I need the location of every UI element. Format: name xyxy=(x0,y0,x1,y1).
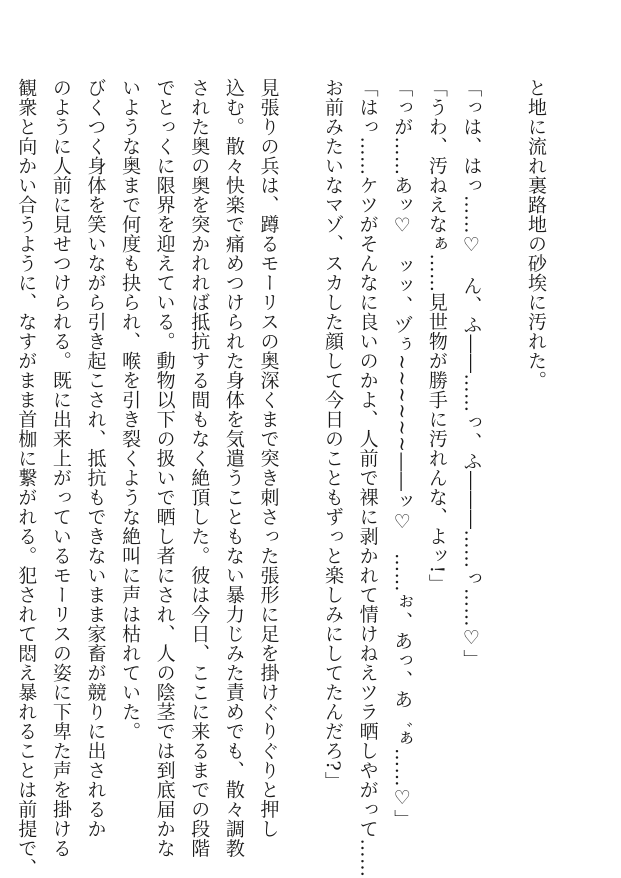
text-line-14: 観衆と向かい合うように、なすがまま首枷に繋がれる。犯されて悶え暴れることは前提で、 xyxy=(15,78,38,878)
text-line-6: お前みたいなマゾ、スカした顔して今日のこともずっと楽しみにしてたんだろ?」 xyxy=(322,78,345,791)
text-line-13: のように人前に見せつけられる。既に出来上がっているモーリスの姿に下卑た声を掛ける xyxy=(49,78,72,858)
text-line-5: 「はっ……ケツがそんなに良いのかよ、人前で裸に剥かれて情けねえツラ晒しやがって…… xyxy=(356,78,379,878)
text-line-1: と地に流れ裏路地の砂埃に汚れた。 xyxy=(525,78,547,390)
text-line-3: 「うわ、汚ねえなぁ……見世物が勝手に汚れんな、よッ!」 xyxy=(425,78,448,594)
text-line-9: された奥の奥を突かれれば抵抗する間もなく絶頂した。彼は今日、ここに来るまでの段階 xyxy=(188,78,211,858)
text-line-7: 見張りの兵は、蹲るモーリスの奥深くまで突き刺さった張形に足を掛けぐりぐりと押し xyxy=(257,78,280,839)
paragraph-gap xyxy=(285,78,315,818)
paragraph-gap xyxy=(488,78,518,818)
text-line-11: いような奥まで何度も抉られ、喉を引き裂くような絶叫に声は枯れていた。 xyxy=(119,78,142,741)
text-line-12: びくつく身体を笑いながら引き起こされ、抵抗もできないまま家畜が競りに出されるか xyxy=(84,78,107,839)
vertical-text-body xyxy=(15,78,553,878)
text-line-8: 込む。散々快楽で痛めつけられた身体を気遣うこともない暴力じみた責めでも、散々調教 xyxy=(222,78,245,858)
text-line-10: でとっくに限界を迎えている。動物以下の扱いで晒し者にされ、人の陰茎では到底届かな xyxy=(153,78,176,858)
text-line-2: 「っは、はっ……♡ ん、ふ――……っ、ふ―――……っ……♡」 xyxy=(460,78,483,669)
text-line-4: 「っが……あッ♡ ッッ、ヅぅ~~~~~~――ッ♡ ……ぉ、あっ、あ゛ぁ……♡」 xyxy=(391,78,414,830)
